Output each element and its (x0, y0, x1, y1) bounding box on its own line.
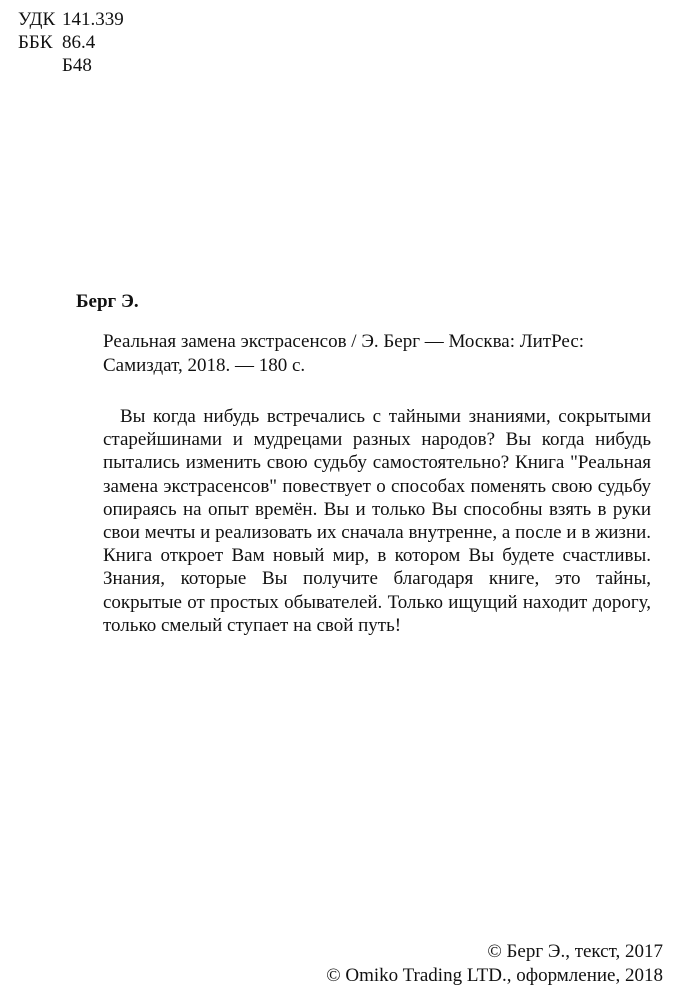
copyright-block (326, 940, 663, 988)
author-mark-row (18, 54, 124, 77)
author-mark: Б48 (62, 55, 92, 76)
copyright-design-line: © Omiko Trading LTD., оформление, 2018 (326, 965, 663, 986)
bbk-label: ББК (18, 32, 53, 53)
udk-row (18, 8, 124, 31)
copyright-text-line: © Берг Э., текст, 2017 (487, 941, 663, 962)
author-heading: Берг Э. (76, 291, 139, 312)
bibliographic-line-2: Самиздат, 2018. — 180 с. (103, 355, 306, 376)
classification-block (18, 8, 124, 77)
bbk-row (18, 31, 124, 54)
udk-label: УДК (18, 9, 56, 30)
bibliographic-record (103, 330, 623, 378)
annotation-paragraph: Вы когда нибудь встречались с тайными знаниями, сокрытыми старейшинами и мудрецами разных народов? Вы когда нибудь пытались изменить свою судьбу самостоятельно? Книга "Реальная замена экстрасенсов" повествует о способах поменять свою судьбу опираясь на опыт времён. Вы и только Вы способны взять в руки свои мечты и реализовать их сначала внутренне, а после и в жизни. Книга откроет Вам новый мир, в котором Вы будете счастливы. Знания, которые Вы получите благодаря книге, это тайны, сокрытые от простых обывателей. Только ищущий находит дорогу, только смелый ступает на свой путь! (103, 406, 651, 636)
bibliographic-line-1: Реальная замена экстрасенсов / Э. Берг — Москва: ЛитРес: (103, 331, 585, 352)
udk-value: 141.339 (62, 9, 124, 30)
bbk-value: 86.4 (62, 32, 96, 53)
